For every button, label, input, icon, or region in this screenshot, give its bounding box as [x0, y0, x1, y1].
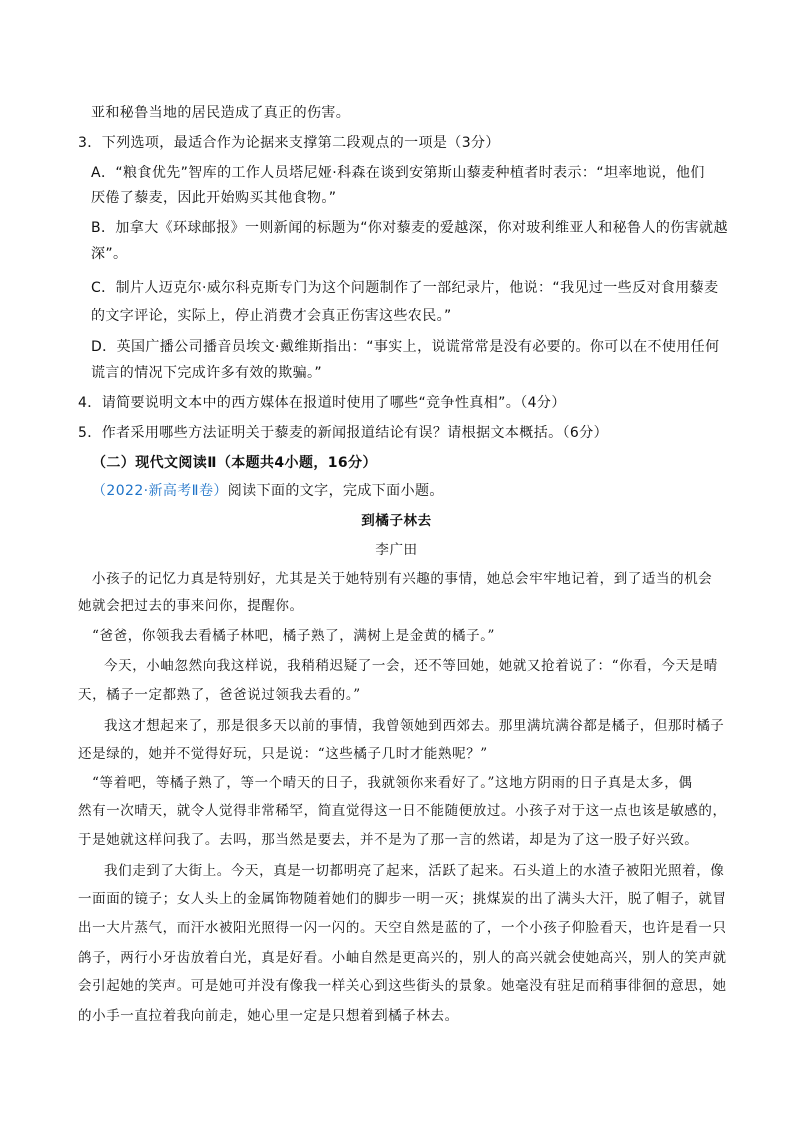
option-a-line-2: 厌倦了藜麦，因此开始购买其他食物。” [91, 190, 337, 206]
story-line: 今天，小岫忽然向我这样说，我稍稍迟疑了一会，还不等回她，她就又抢着说了：“你看，今天是晴 [104, 658, 718, 674]
option-a-line-1: A．“粮食优先”智库的工作人员塔尼娅·科森在谈到安第斯山藜麦种植者时表示：“坦率地说，他们 [91, 165, 705, 181]
option-d-line-2: 谎言的情况下完成许多有效的欺骗。” [91, 365, 323, 381]
option-c-line-1: C．制片人迈克尔·威尔科克斯专门为这个问题制作了一部纪录片，他说：“我见过一些反对食用藜麦 [91, 280, 719, 296]
option-b-line-2: 深”。 [91, 246, 128, 262]
story-line: 天，橘子一定都熟了，爸爸说过领我去看的。” [78, 687, 361, 703]
option-c-line-2: 的文字评论，实际上，停止消费才会真正伤害这些农民。” [91, 308, 452, 324]
option-d-line-1: D．英国广播公司播音员埃文·戴维斯指出：“事实上，说谎常常是没有必要的。你可以在不使用任何 [91, 339, 720, 355]
story-line: 的小手一直拉着我向前走，她心里一定是只想着到橘子林去。 [78, 1008, 459, 1024]
story-line: 于是她就这样问我了。去吗，那当然是要去，并不是为了那一言的然诺，却是为了这一股子好兴致。 [78, 832, 699, 848]
story-line: 然有一次晴天，就令人觉得非常稀罕，简直觉得这一日不能随便放过。小孩子对于这一点也该是敏感的， [78, 803, 727, 819]
option-b-line-1: B．加拿大《环球邮报》一则新闻的标题为“你对藜麦的爱越深，你对玻利维亚人和秘鲁人的伤害就越 [91, 220, 728, 236]
story-line: 我们走到了大街上。今天，真是一切都明亮了起来，活跃了起来。石头道上的水渣子被阳光照着，像 [104, 863, 725, 879]
question-4: 4．请简要说明文本中的西方媒体在报道时使用了哪些“竞争性真相”。（4分） [78, 395, 566, 411]
story-title: 到橘子林去 [361, 513, 432, 529]
story-line: 她就会把过去的事来问你，提醒你。 [78, 598, 304, 614]
story-line: 出一大片蒸气，而汗水被阳光照得一闪一闪的。天空自然是蓝的了，一个小孩子仰脸看天，也许是看一只 [78, 920, 727, 936]
section-heading: （二）现代文阅读Ⅱ（本题共4小题，16分） [92, 455, 377, 471]
source-tag: （2022·新高考Ⅱ卷） [92, 483, 228, 499]
reading-instruction: 阅读下面的文字，完成下面小题。 [227, 483, 444, 499]
story-line: 一面面的镜子；女人头上的金属饰物随着她们的脚步一明一灭；挑煤炭的出了满头大汗，脱了帽子，就冒 [78, 891, 727, 907]
story-line: 我这才想起来了，那是很多天以前的事情，我曾领她到西郊去。那里满坑满谷都是橘子，但那时橘子 [104, 718, 725, 734]
source-line [92, 481, 444, 501]
question-3-stem: 3．下列选项，最适合作为论据来支撑第二段观点的一项是（3分） [78, 135, 500, 151]
story-line: 会引起她的笑声。可是她可并没有像我一样关心到这些街头的景象。她毫没有驻足而稍事徘徊的意思，她 [78, 978, 727, 994]
story-author: 李广田 [375, 542, 418, 558]
story-line: 小孩子的记忆力真是特别好，尤其是关于她特别有兴趣的事情，她总会牢牢地记着，到了适当的机会 [92, 571, 713, 587]
continued-line: 亚和秘鲁当地的居民造成了真正的伤害。 [91, 105, 351, 121]
question-5: 5．作者采用哪些方法证明关于藜麦的新闻报道结论有误？请根据文本概括。（6分） [78, 425, 609, 441]
story-line: “爸爸，你领我去看橘子林吧，橘子熟了，满树上是金黄的橘子。” [92, 628, 496, 644]
story-line: 鸽子，两行小牙齿放着白光，真是好看。小岫自然是更高兴的，别人的高兴就会使她高兴，别人的笑声就 [78, 950, 727, 966]
story-line: “等着吧，等橘子熟了，等一个晴天的日子，我就领你来看好了。”这地方阴雨的日子真是太多，偶 [92, 775, 693, 791]
story-line: 还是绿的，她并不觉得好玩，只是说：“这些橘子几时才能熟呢？” [78, 746, 488, 762]
